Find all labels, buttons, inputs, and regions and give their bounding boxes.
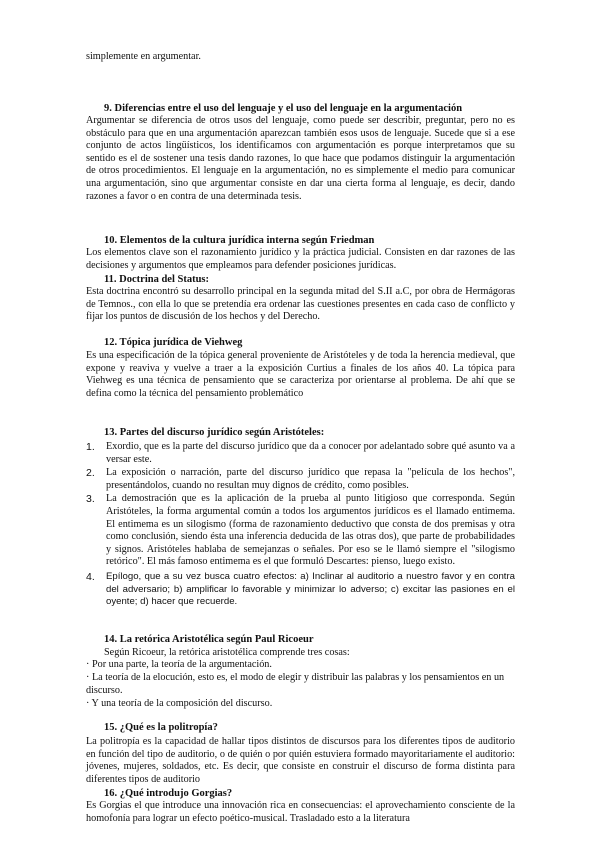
- intro-line: simplemente en argumentar.: [86, 51, 201, 62]
- aristotle-parts-list: [86, 441, 515, 609]
- section-16-heading: 16. ¿Qué introdujo Gorgias?: [104, 788, 233, 799]
- list-item-number: 4.: [86, 570, 95, 583]
- section-12-heading: 12. Tópica jurídica de Viehweg: [104, 337, 243, 348]
- list-item-text: Epílogo, que a su vez busca cuatro efectos: a) Inclinar al auditorio a nuestro favor y en contra del adversario; b) amplificar lo favorable y minimizar lo adverso; c) excitar las pasiones en el oyente; d) hacer que recuerde.: [106, 570, 515, 608]
- section-14-heading: 14. La retórica Aristotélica según Paul Ricoeur: [104, 634, 314, 645]
- section-14-line: · Y una teoría de la composición del discurso.: [86, 698, 273, 709]
- list-item: [86, 441, 515, 466]
- section-15-body: La politropía es la capacidad de hallar tipos distintos de discursos para los diferentes tipos de auditorio en función del tipo de auditorio, o de quién o por quién estuviera formado mayoritariamente el auditorio: jóvenes, mujeres, soldados, etc. Es decir, que consiste en construir el discurso de forma distinta para diferentes tipos de auditorio: [86, 736, 515, 785]
- section-10-body: Los elementos clave son el razonamiento jurídico y la práctica judicial. Consisten en dar razones de las decisiones y argumentos que empleamos para defender posiciones jurídicas.: [86, 247, 515, 271]
- section-12-body: Es una especificación de la tópica general proveniente de Aristóteles y de toda la herencia medieval, que expone y reaviva y vuelve a traer a la exposición Curtius a finales de los años 40. La tópica para Viehweg es una técnica de pensamiento que se caracteriza por orientarse al problema. De ahí que se defina como la técnica del pensamiento problemático: [86, 350, 515, 399]
- section-9-heading: 9. Diferencias entre el uso del lenguaje y el uso del lenguaje en la argumentación: [104, 103, 463, 114]
- list-item: [86, 467, 515, 492]
- section-14-line: · La teoría de la elocución, esto es, el modo de elegir y distribuir las palabras y los pensamientos en un discurso.: [86, 672, 505, 696]
- section-10-heading: 10. Elementos de la cultura jurídica interna según Friedman: [104, 235, 375, 246]
- list-item-number: 1.: [86, 441, 95, 453]
- list-item: [86, 571, 515, 609]
- section-14-lead: Según Ricoeur, la retórica aristotélica comprende tres cosas:: [104, 647, 350, 658]
- section-9-body: Argumentar se diferencia de otros usos del lenguaje, como puede ser describir, preguntar, pero no es obstáculo para que en una argumentación aparezcan también esos usos de lenguaje. Sucede que si a ese conjunto de actos lingüísticos, los identificamos con argumentación es porque interpretamos que su sentido es el de sostener una tesis dando razones, lo que hace que podamos distinguir la argumentación de otros procedimientos. El lenguaje en la argumentación, no es simplemente el medio para comunicar una argumentación, sino que argumentar consiste en dar una cierta forma al lenguaje, es decir, dando razones a favor o en contra de una determinada tesis.: [86, 115, 515, 202]
- list-item-text: Exordio, que es la parte del discurso jurídico que da a conocer por adelantado sobre qué asunto va a versar este.: [106, 441, 515, 465]
- list-item-number: 2.: [86, 467, 95, 480]
- list-item-number: 3.: [86, 493, 95, 506]
- list-item-text: La exposición o narración, parte del discurso jurídico que repasa la "película de los hechos", presentándolos, cuando no resultan muy dignos de crédito, como posibles.: [106, 467, 515, 491]
- section-16-body: Es Gorgias el que introduce una innovación rica en consecuencias: el aprovechamiento consciente de la homofonía para lograr un efecto poético-musical. Trasladado esto a la literatura: [86, 800, 515, 824]
- section-11-heading: 11. Doctrina del Status:: [104, 274, 209, 285]
- list-item-text: La demostración que es la aplicación de la prueba al punto litigioso que corresponda. Según Aristóteles, la forma argumental común a todos los argumentos jurídicos es el llamado entimema. El entimema es un silogismo (forma de razonamiento deductivo que consta de dos premisas y otra como conclusión, siendo ésta una inferencia deducida de las otras dos), que parte de probabilidades y signos. Aristóteles hablaba de semejanzas o señales. Por eso se le llamó siempre el "silogismo retórico". El más famoso entimema es el que formuló Descartes: pienso, luego existo.: [106, 493, 515, 568]
- section-15-heading: 15. ¿Qué es la politropía?: [104, 722, 218, 733]
- section-14-line: · Por una parte, la teoría de la argumentación.: [86, 659, 272, 670]
- section-13-heading: 13. Partes del discurso jurídico según Aristóteles:: [104, 427, 325, 438]
- section-11-body: Esta doctrina encontró su desarrollo principal en la segunda mitad del S.II a.C, por obra de Hermágoras de Temnos., con ella lo que se pretendía era ordenar las cuestiones presentes en cada caso de conflicto y fijar los puntos de discusión de los hechos y del Derecho.: [86, 286, 515, 323]
- list-item: [86, 493, 515, 569]
